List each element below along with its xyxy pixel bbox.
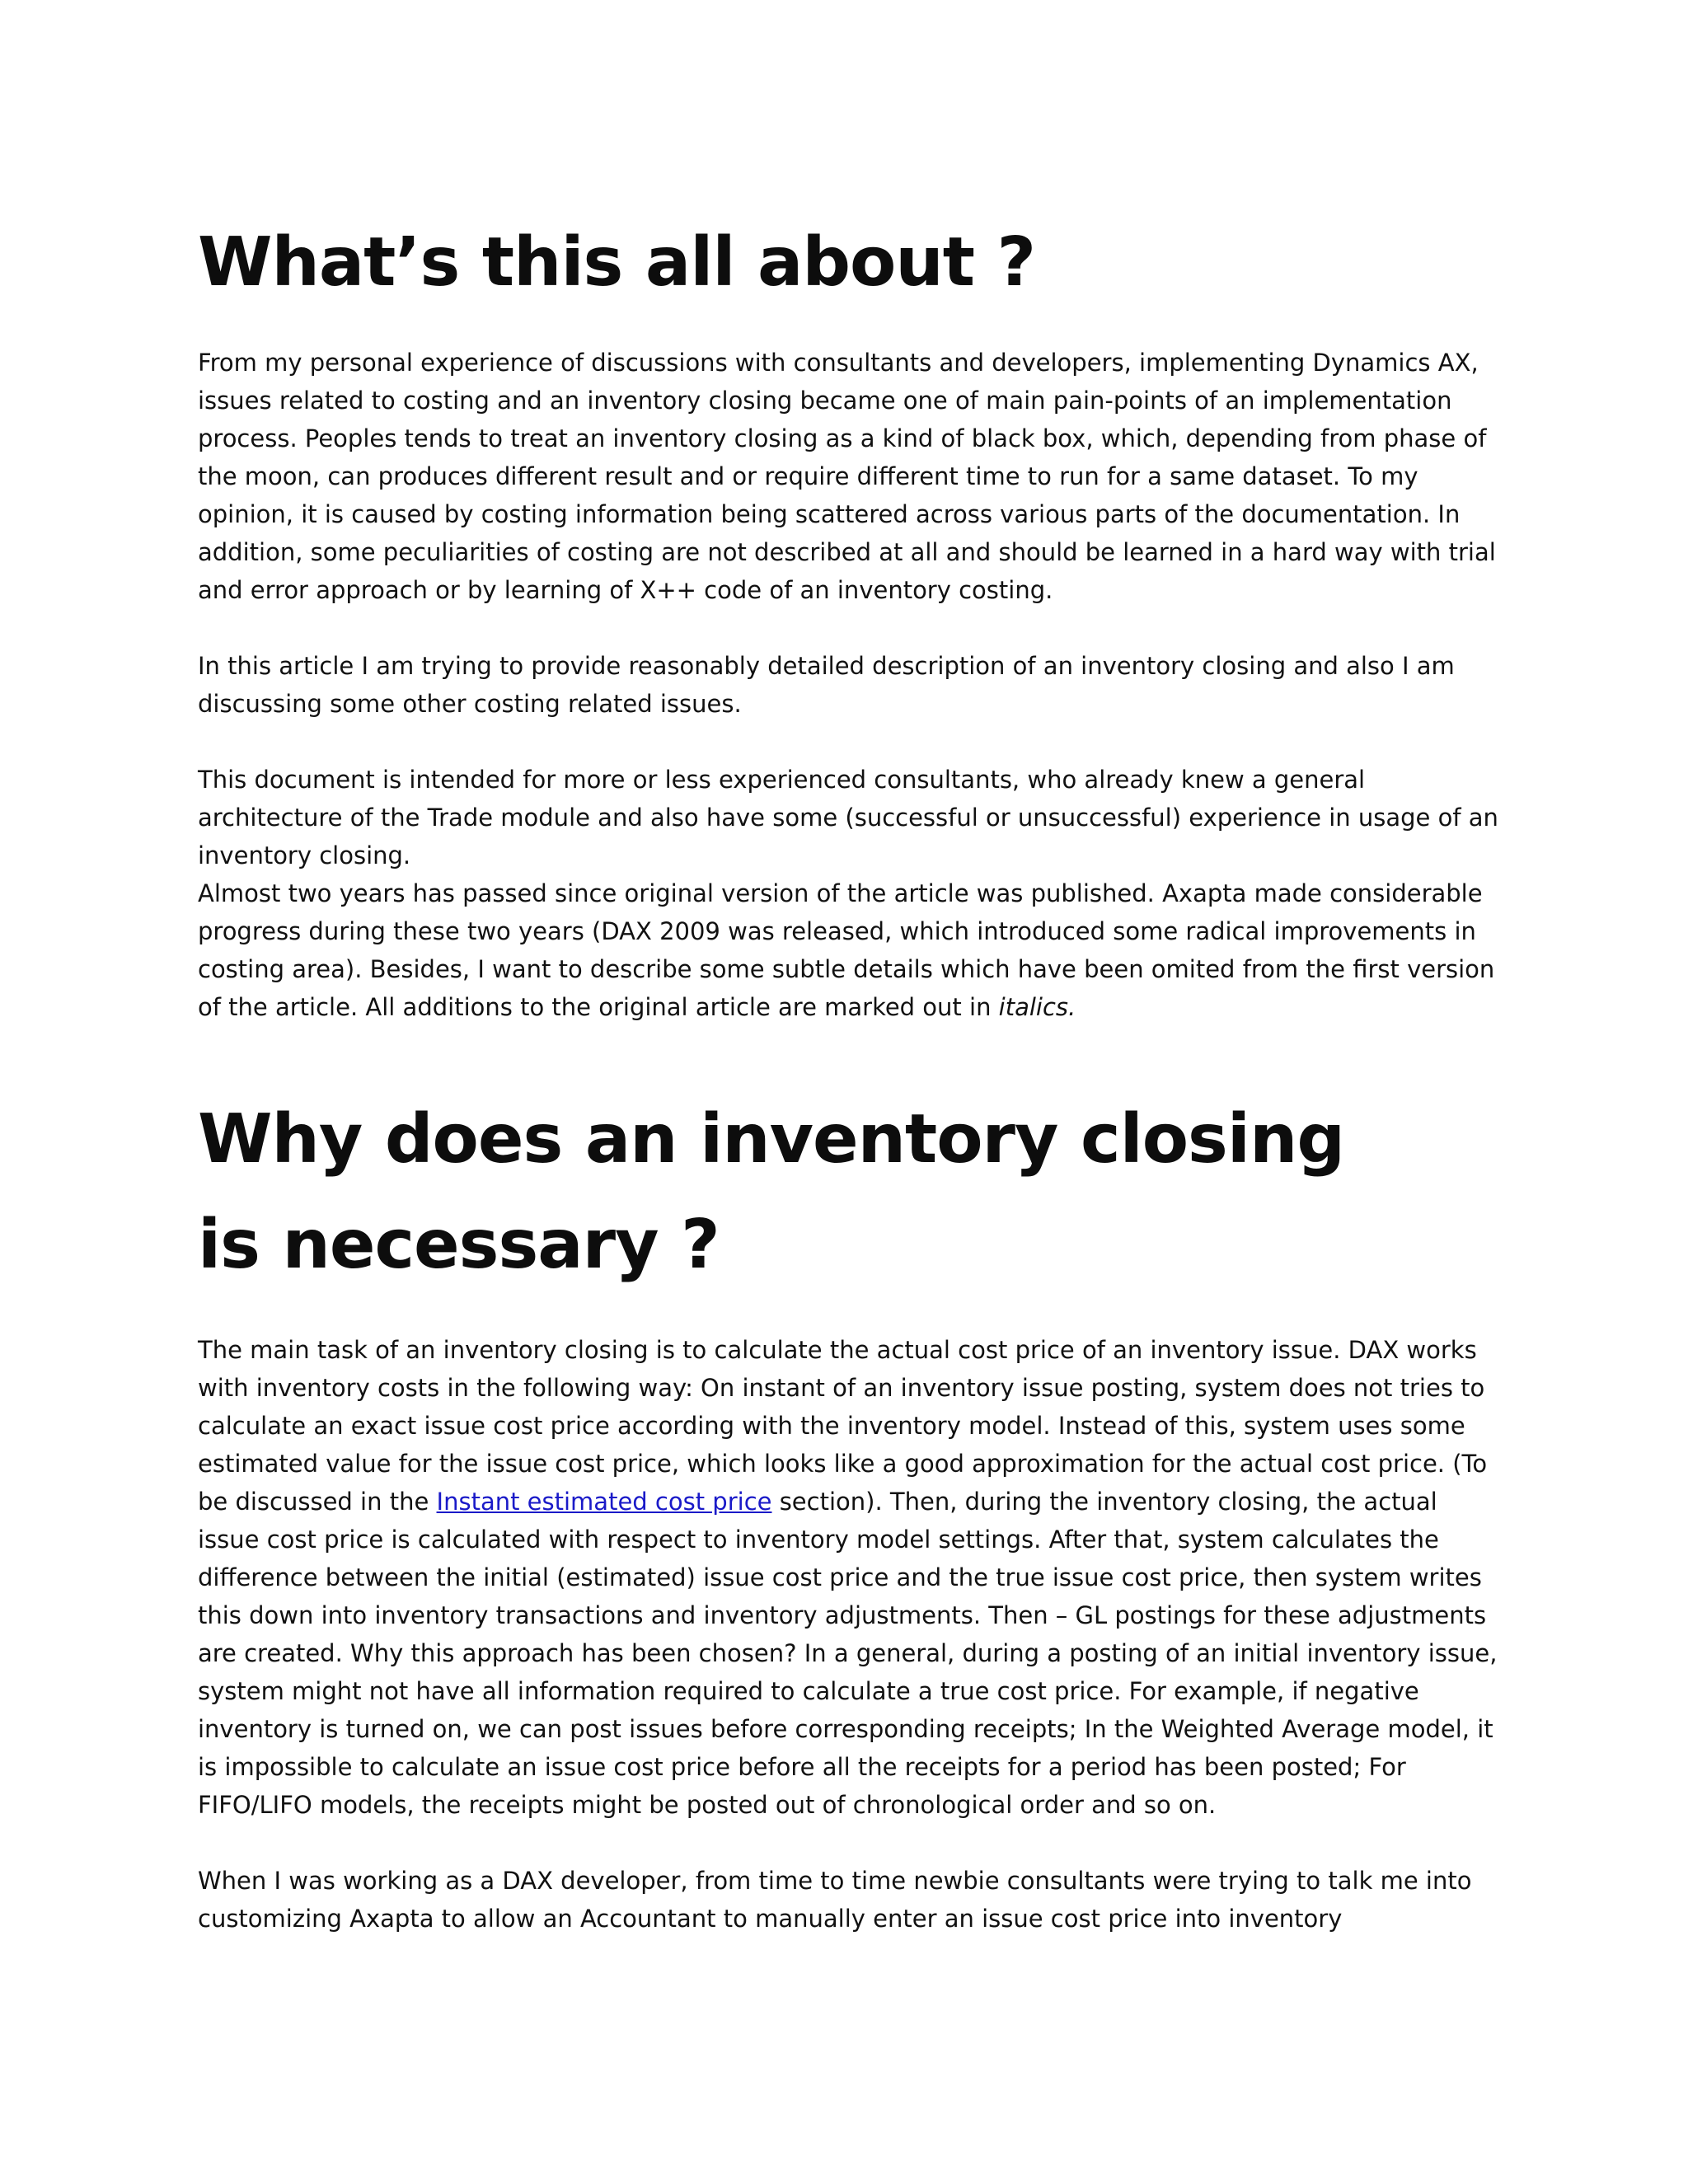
main-task-text-after-link: section). Then, during the inventory closing, the actual issue cost price is calculated with respect to inventory model settings. After that, system calculates the difference between the initial (estimated) issue cost price and the true issue cost price, then system writes this down into inventory transactions and inventory adjustments. Then – GL postings for these adjustments are created. Why this approach has been chosen? In a general, during a posting of an initial inventory issue, system might not have all information required to calculate a true cost price. For example, if negative inventory is turned on, we can post issues before corresponding receipts; In the Weighted Average model, it is impossible to calculate an issue cost price before all the receipts for a period has been posted; For FIFO/LIFO models, the receipts might be posted out of chronological order and so on. [198, 1488, 1498, 1819]
paragraph-gap [198, 609, 1500, 647]
instant-estimated-cost-price-link[interactable]: Instant estimated cost price [436, 1488, 772, 1516]
paragraph-intro: From my personal experience of discussions with consultants and developers, implementing Dynamics AX, issues related to costing and an inventory closing became one of main pain-points of an implementation process. Peoples tends to treat an inventory closing as a kind of black box, which, depending from phase of the moon, can produces different result and or require different time to run for a same dataset. To my opinion, it is caused by costing information being scattered across various parts of the documentation. In addition, some peculiarities of costing are not described at all and should be learned in a hard way with trial and error approach or by learning of X++ code of an inventory costing. [198, 349, 1496, 604]
paragraph-gap [198, 1824, 1500, 1862]
paragraph-revision-note [198, 874, 1500, 1026]
paragraph-audience: This document is intended for more or less experienced consultants, who already knew a general architecture of the Trade module and also have some (successful or unsuccessful) experience in usage of an inventory closing. [198, 766, 1498, 869]
section-heading-whats-this-about: What’s this all about ? [198, 223, 1036, 302]
italics-word: italics. [998, 993, 1076, 1021]
paragraph-developer-anecdote: When I was working as a DAX developer, from time to time newbie consultants were trying to talk me into customizing Axapta to allow an Accountant to manually enter an issue cost price into inventory [198, 1867, 1472, 1933]
section-heading-why-closing-necessary: Why does an inventory closing is necessary ? [198, 1100, 1345, 1284]
paragraph-article-purpose: In this article I am trying to provide reasonably detailed description of an inventory closing and also I am discussing some other costing related issues. [198, 652, 1455, 718]
paragraph-gap [198, 723, 1500, 761]
document-page [198, 210, 1500, 1938]
revision-note-text: Almost two years has passed since original version of the article was published. Axapta made considerable progress during these two years (DAX 2009 was released, which introduced some radical improvements in costing area). Besides, I want to describe some subtle details which have been omited from the first version of the article. All additions to the original article are marked out in [198, 879, 1495, 1021]
paragraph-main-task [198, 1331, 1500, 1824]
main-task-text-before-link: The main task of an inventory closing is to calculate the actual cost price of an inventory issue. DAX works with inventory costs in the following way: On instant of an inventory issue posting, system does not tries to calculate an exact issue cost price according with the inventory model. Instead of this, system uses some estimated value for the issue cost price, which looks like a good approximation for the actual cost price. (To be discussed in the [198, 1336, 1488, 1516]
